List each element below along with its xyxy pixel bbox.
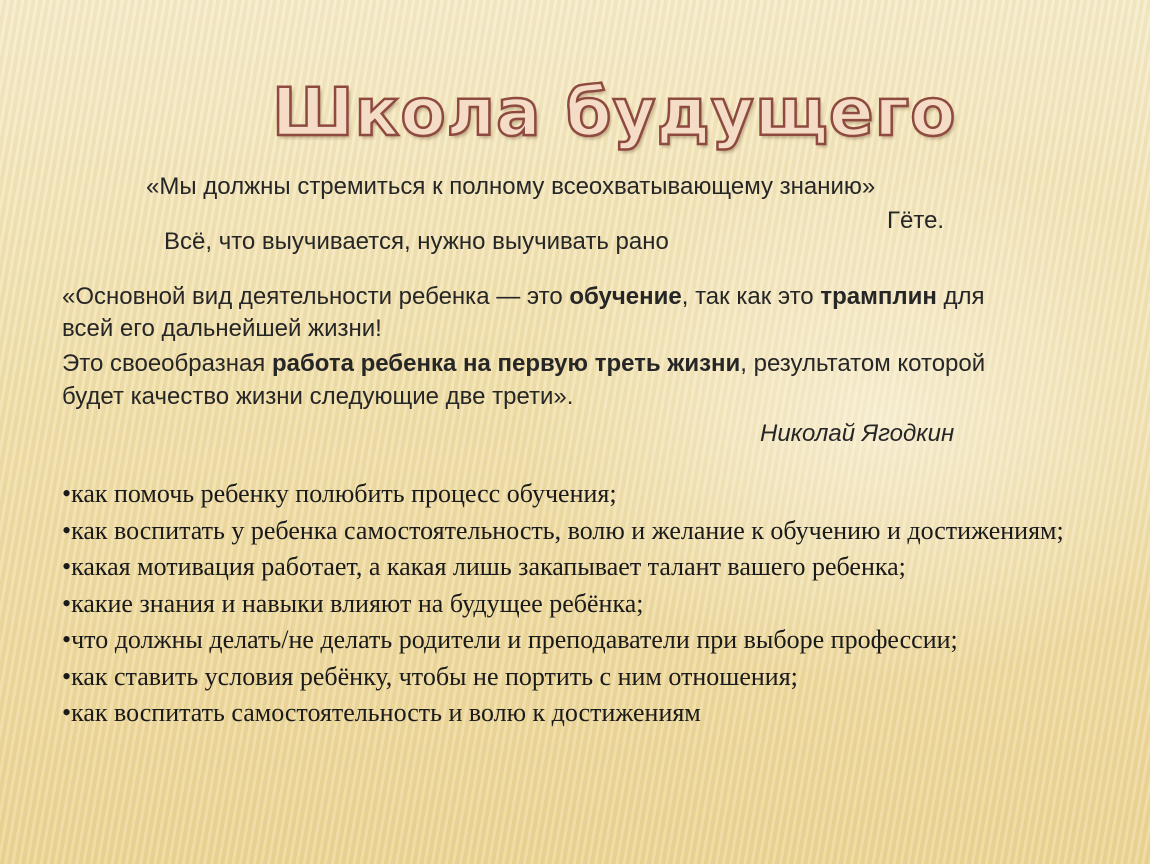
slide-title: Школа будущего [272,74,957,151]
list-item: •что должны делать/не делать родители и преподаватели при выборе профессии; [62,625,958,654]
yagodkin-quote-line-2: всей его дальнейшей жизни! [62,315,382,342]
goethe-author: Гёте. [887,207,945,234]
list-item: •какие знания и навыки влияют на будущее ребёнка; [62,588,644,618]
yagodkin-quote-line-1: «Основной вид деятельности ребенка — это обучение, так как это трамплин для [62,283,985,310]
list-item: •как ставить условия ребёнку, чтобы не портить с ним отношения; [62,661,798,691]
list-item: •как помочь ребенку полюбить процесс обучения; [62,479,617,508]
list-item: •какая мотивация работает, а какая лишь закапывает талант вашего ребенка; [62,552,906,581]
list-item: •как воспитать самостоятельность и волю к достижениям [62,698,701,727]
learn-early-line: Всё, что выучивается, нужно выучивать рано [164,228,669,255]
goethe-quote: «Мы должны стремиться к полному всеохватывающему знанию» [146,173,876,200]
list-item: •как воспитать у ребенка самостоятельность, волю и желание к обучению и достижениям; [62,515,1064,545]
yagodkin-quote-line-3: Это своеобразная работа ребенка на первую треть жизни, результатом которой [62,350,986,377]
topics-list [62,476,1132,732]
yagodkin-quote-line-4: будет качество жизни следующие две трети». [62,383,574,410]
yagodkin-author: Николай Ягодкин [760,420,955,447]
